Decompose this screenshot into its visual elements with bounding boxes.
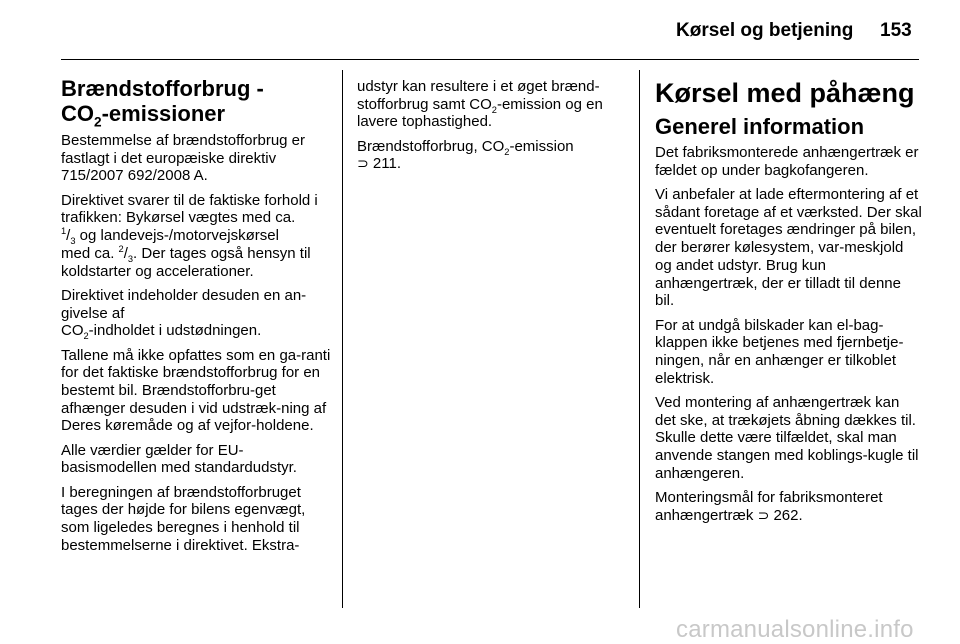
page-reference-arrow-icon: ⊃ [757, 506, 770, 523]
text: . Der tages også hensyn til koldstarter og accelerationer. [61, 244, 311, 280]
text: Direktivet svarer til de faktiske forhold i trafikken: Bykørsel vægtes med ca. [61, 191, 318, 227]
heading-co2-prefix: CO [61, 101, 94, 126]
page-number: 153 [880, 20, 912, 41]
paragraph-cross-reference [357, 138, 632, 173]
co2-subscript: 2 [504, 146, 510, 157]
co2-subscript: 2 [491, 104, 497, 115]
fraction-denominator: 3 [127, 253, 134, 264]
paragraph-co2-content [61, 287, 333, 340]
text: med ca. [61, 244, 119, 262]
fraction-numerator: 2 [118, 243, 124, 254]
text: Monteringsmål for fabriksmonteret anhængertræk [655, 489, 883, 524]
paragraph-tailgate-note: For at undgå bilskader kan el-bag-klappen ikke betjenes med fjernbetje-ningen, når en anhænger er tilkoblet elektrisk. [655, 316, 904, 387]
fraction-numerator: 1 [61, 226, 67, 237]
text: -indholdet i udstødningen. [88, 322, 262, 340]
section-heading-towing: Kørsel med påhæng [655, 78, 915, 108]
section-heading-fuel-consumption [61, 76, 333, 130]
text: udstyr kan resultere i et øget brænd-stofforbrug samt CO [357, 78, 600, 113]
column-middle [357, 78, 632, 180]
text: Brændstofforbrug, CO [357, 137, 505, 155]
column-right [655, 78, 923, 531]
watermark: carmanualsonline.info [676, 616, 914, 643]
paragraph-eu-base-model: Alle værdier gælder for EU-basismodellen med standardudstyr. [61, 441, 297, 477]
heading-co2-subscript: 2 [94, 114, 102, 130]
heading-line-1: Brændstofforbrug - [61, 76, 264, 101]
column-left [61, 76, 333, 561]
heading-co2-suffix: -emissioner [101, 101, 226, 126]
paragraph-directive: Bestemmelse af brændstofforbrug er fastlagt i det europæiske direktiv 715/2007 692/2008 A. [61, 132, 306, 185]
page-reference-link[interactable]: 262. [769, 506, 803, 524]
header-rule [61, 59, 919, 60]
paragraph-towing-eye: Ved montering af anhængertræk kan det ske, at trækøjets åbning dækkes til. Skulle dette være tilfældet, skal man anvende stangen med koblings-kugle til anhængeren. [655, 393, 919, 482]
text: -emission og en lavere tophastighed. [357, 95, 603, 131]
column-divider-1 [342, 70, 343, 608]
paragraph-traffic-weighting: Direktivet svarer til de faktiske forhold i trafikken: Bykørsel vægtes med ca. $^1/_3$ og landevejs-/motorvejskørsel med ca. $^2/_3$. Der tages også hensyn til koldstarter og accelerationer. [61, 191, 318, 280]
text: -emission [509, 137, 574, 155]
subheading-general-information: Generel information [655, 114, 865, 139]
paragraph-vehicle-weight: I beregningen af brændstofforbruget tages der højde for bilens egenvægt, som ligeledes beregnes i henhold til bestemmelserne i direktivet. Ekstra- [61, 483, 306, 554]
page-reference-link[interactable]: 211. [368, 155, 401, 173]
column-divider-2 [639, 70, 640, 608]
paragraph-extra-equipment [357, 78, 632, 131]
paragraph-retrofit-advice: Vi anbefaler at lade eftermontering af et sådant foretage af et værksted. Der skal eventuelt foretages ændringer på bilen, der berører kølesystem, var-meskjold og andet udstyr. Brug kun anhængertræk, der er tilladt til denne bil. [655, 186, 922, 310]
paragraph-mounting-dimensions [655, 489, 923, 524]
co2-subscript: 2 [83, 331, 89, 342]
text: Direktivet indeholder desuden en an-givelse af [61, 286, 307, 322]
paragraph-no-guarantee: Tallene må ikke opfattes som en ga-ranti for det faktiske brændstofforbrug for en bestemt bil. Brændstofforbru-get afhænger desuden i vid udstræk-ning af Deres køremåde og af vejfor-holdene. [61, 346, 331, 435]
text: og landevejs-/motorvejskørsel [75, 227, 279, 245]
page-header-title: Kørsel og betjening [676, 20, 854, 41]
paragraph-factory-tow-bar: Det fabriksmonterede anhængertræk er fældet op under bagkofangeren. [655, 144, 919, 179]
page-reference-arrow-icon: ⊃ [357, 155, 369, 172]
fraction-denominator: 3 [70, 236, 76, 247]
text: CO [61, 322, 84, 340]
